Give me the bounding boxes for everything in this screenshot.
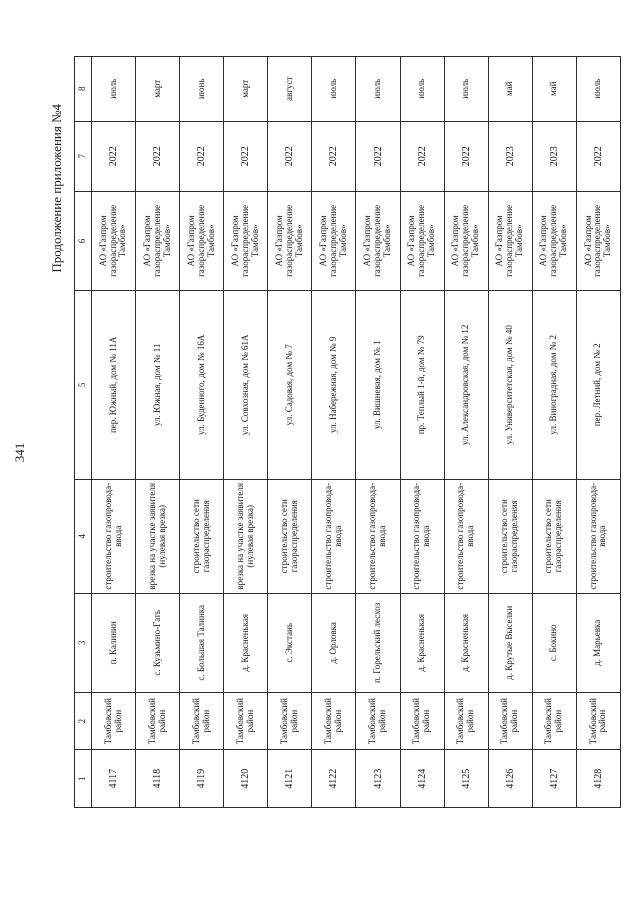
column-header: 3 [75, 593, 92, 692]
month-cell: июль [312, 57, 356, 122]
work-type-cell: строительство газопровода-ввода [92, 479, 136, 593]
column-header: 2 [75, 692, 92, 750]
settlement-cell: д. Красненькая [444, 593, 488, 692]
month-cell: июль [92, 57, 136, 122]
organization-cell: АО «Газпром газораспределение Тамбов» [400, 191, 444, 290]
month-cell: июль [576, 57, 620, 122]
address-cell: ул. Буденного, дом № 16А [180, 290, 224, 479]
column-header: 7 [75, 121, 92, 191]
year-cell: 2022 [92, 121, 136, 191]
organization-cell: АО «Газпром газораспределение Тамбов» [444, 191, 488, 290]
table-row [488, 57, 532, 808]
column-header: 5 [75, 290, 92, 479]
address-cell: ул. Совхозная, дом № 61А [224, 290, 268, 479]
settlement-cell: д. Орловка [312, 593, 356, 692]
table-row [532, 57, 576, 808]
work-type-cell: строительство газопровода-ввода [400, 479, 444, 593]
district-cell: Тамбовский район [532, 692, 576, 750]
row-number-cell: 4127 [532, 750, 576, 808]
address-cell: ул. Университетская, дом № 40 [488, 290, 532, 479]
settlement-cell: д. Красненькая [400, 593, 444, 692]
header-row [75, 57, 92, 808]
work-type-cell: строительство газопровода-ввода [444, 479, 488, 593]
row-number-cell: 4123 [356, 750, 400, 808]
district-cell: Тамбовский район [488, 692, 532, 750]
column-header: 1 [75, 750, 92, 808]
month-cell: июль [444, 57, 488, 122]
district-cell: Тамбовский район [136, 692, 180, 750]
work-type-cell: строительство сети газораспределения [488, 479, 532, 593]
year-cell: 2023 [532, 121, 576, 191]
table-row [576, 57, 620, 808]
address-cell: ул. Садовая, дом № 7 [268, 290, 312, 479]
year-cell: 2022 [576, 121, 620, 191]
work-type-cell: строительство сети газораспределения [268, 479, 312, 593]
year-cell: 2022 [136, 121, 180, 191]
address-cell: пер. Южный, дом № 11А [92, 290, 136, 479]
year-cell: 2022 [312, 121, 356, 191]
table-row [268, 57, 312, 808]
district-cell: Тамбовский район [312, 692, 356, 750]
column-header: 6 [75, 191, 92, 290]
organization-cell: АО «Газпром газораспределение Тамбов» [576, 191, 620, 290]
row-number-cell: 4117 [92, 750, 136, 808]
address-cell: пр. Теплый 1-й, дом № 79 [400, 290, 444, 479]
district-cell: Тамбовский район [576, 692, 620, 750]
address-cell: ул. Виноградная, дом № 2 [532, 290, 576, 479]
month-cell: март [136, 57, 180, 122]
year-cell: 2022 [180, 121, 224, 191]
table-row [312, 57, 356, 808]
year-cell: 2022 [400, 121, 444, 191]
work-type-cell: строительство сети газораспределения [180, 479, 224, 593]
address-cell: пер. Летний, дом № 2 [576, 290, 620, 479]
district-cell: Тамбовский район [356, 692, 400, 750]
year-cell: 2022 [224, 121, 268, 191]
work-type-cell: строительство газопровода-ввода [576, 479, 620, 593]
district-cell: Тамбовский район [268, 692, 312, 750]
column-header: 8 [75, 57, 92, 122]
settlement-cell: с. Кузьмино-Гать [136, 593, 180, 692]
row-number-cell: 4128 [576, 750, 620, 808]
work-type-cell: строительство газопровода-ввода [312, 479, 356, 593]
district-cell: Тамбовский район [180, 692, 224, 750]
work-type-cell: строительство газопровода-ввода [356, 479, 400, 593]
organization-cell: АО «Газпром газораспределение Тамбов» [312, 191, 356, 290]
organization-cell: АО «Газпром газораспределение Тамбов» [92, 191, 136, 290]
month-cell: август [268, 57, 312, 122]
organization-cell: АО «Газпром газораспределение Тамбов» [532, 191, 576, 290]
month-cell: май [488, 57, 532, 122]
year-cell: 2022 [444, 121, 488, 191]
organization-cell: АО «Газпром газораспределение Тамбов» [136, 191, 180, 290]
settlement-cell: п. Калинин [92, 593, 136, 692]
continuation-label: Продолжение приложения №4 [49, 104, 64, 273]
month-cell: июль [356, 57, 400, 122]
organization-cell: АО «Газпром газораспределение Тамбов» [268, 191, 312, 290]
organization-cell: АО «Газпром газораспределение Тамбов» [224, 191, 268, 290]
year-cell: 2022 [268, 121, 312, 191]
table-row [180, 57, 224, 808]
table-row [356, 57, 400, 808]
year-cell: 2022 [356, 121, 400, 191]
row-number-cell: 4119 [180, 750, 224, 808]
district-cell: Тамбовский район [224, 692, 268, 750]
address-cell: ул. Александровская, дом № 12 [444, 290, 488, 479]
register-table [74, 56, 621, 808]
district-cell: Тамбовский район [92, 692, 136, 750]
row-number-cell: 4120 [224, 750, 268, 808]
work-type-cell: врезка на участке заявителя (нулевая врезка) [136, 479, 180, 593]
work-type-cell: строительство сети газораспределения [532, 479, 576, 593]
settlement-cell: д. Красненькая [224, 593, 268, 692]
month-cell: март [224, 57, 268, 122]
month-cell: июнь [180, 57, 224, 122]
settlement-cell: с. Экстаиь [268, 593, 312, 692]
table-body [92, 57, 621, 808]
table-row [444, 57, 488, 808]
row-number-cell: 4126 [488, 750, 532, 808]
row-number-cell: 4122 [312, 750, 356, 808]
address-cell: ул. Южная, дом № 11 [136, 290, 180, 479]
table-row [136, 57, 180, 808]
organization-cell: АО «Газпром газораспределение Тамбов» [356, 191, 400, 290]
month-cell: май [532, 57, 576, 122]
row-number-cell: 4125 [444, 750, 488, 808]
row-number-cell: 4118 [136, 750, 180, 808]
address-cell: ул. Вишневая, дом № 1 [356, 290, 400, 479]
row-number-cell: 4124 [400, 750, 444, 808]
district-cell: Тамбовский район [400, 692, 444, 750]
district-cell: Тамбовский район [444, 692, 488, 750]
page-number: 341 [12, 442, 27, 463]
row-number-cell: 4121 [268, 750, 312, 808]
settlement-cell: с. Бокино [532, 593, 576, 692]
table-row [92, 57, 136, 808]
column-header: 4 [75, 479, 92, 593]
settlement-cell: д. Крутые Выселки [488, 593, 532, 692]
address-cell: ул. Набережная, дом № 9 [312, 290, 356, 479]
settlement-cell: п. Горельский лесхоз [356, 593, 400, 692]
year-cell: 2023 [488, 121, 532, 191]
organization-cell: АО «Газпром газораспределение Тамбов» [488, 191, 532, 290]
month-cell: июль [400, 57, 444, 122]
organization-cell: АО «Газпром газораспределение Тамбов» [180, 191, 224, 290]
work-type-cell: врезка на участке заявителя (нулевая врезка) [224, 479, 268, 593]
settlement-cell: с. Большая Талинка [180, 593, 224, 692]
settlement-cell: д. Марьевка [576, 593, 620, 692]
table-row [400, 57, 444, 808]
table-row [224, 57, 268, 808]
